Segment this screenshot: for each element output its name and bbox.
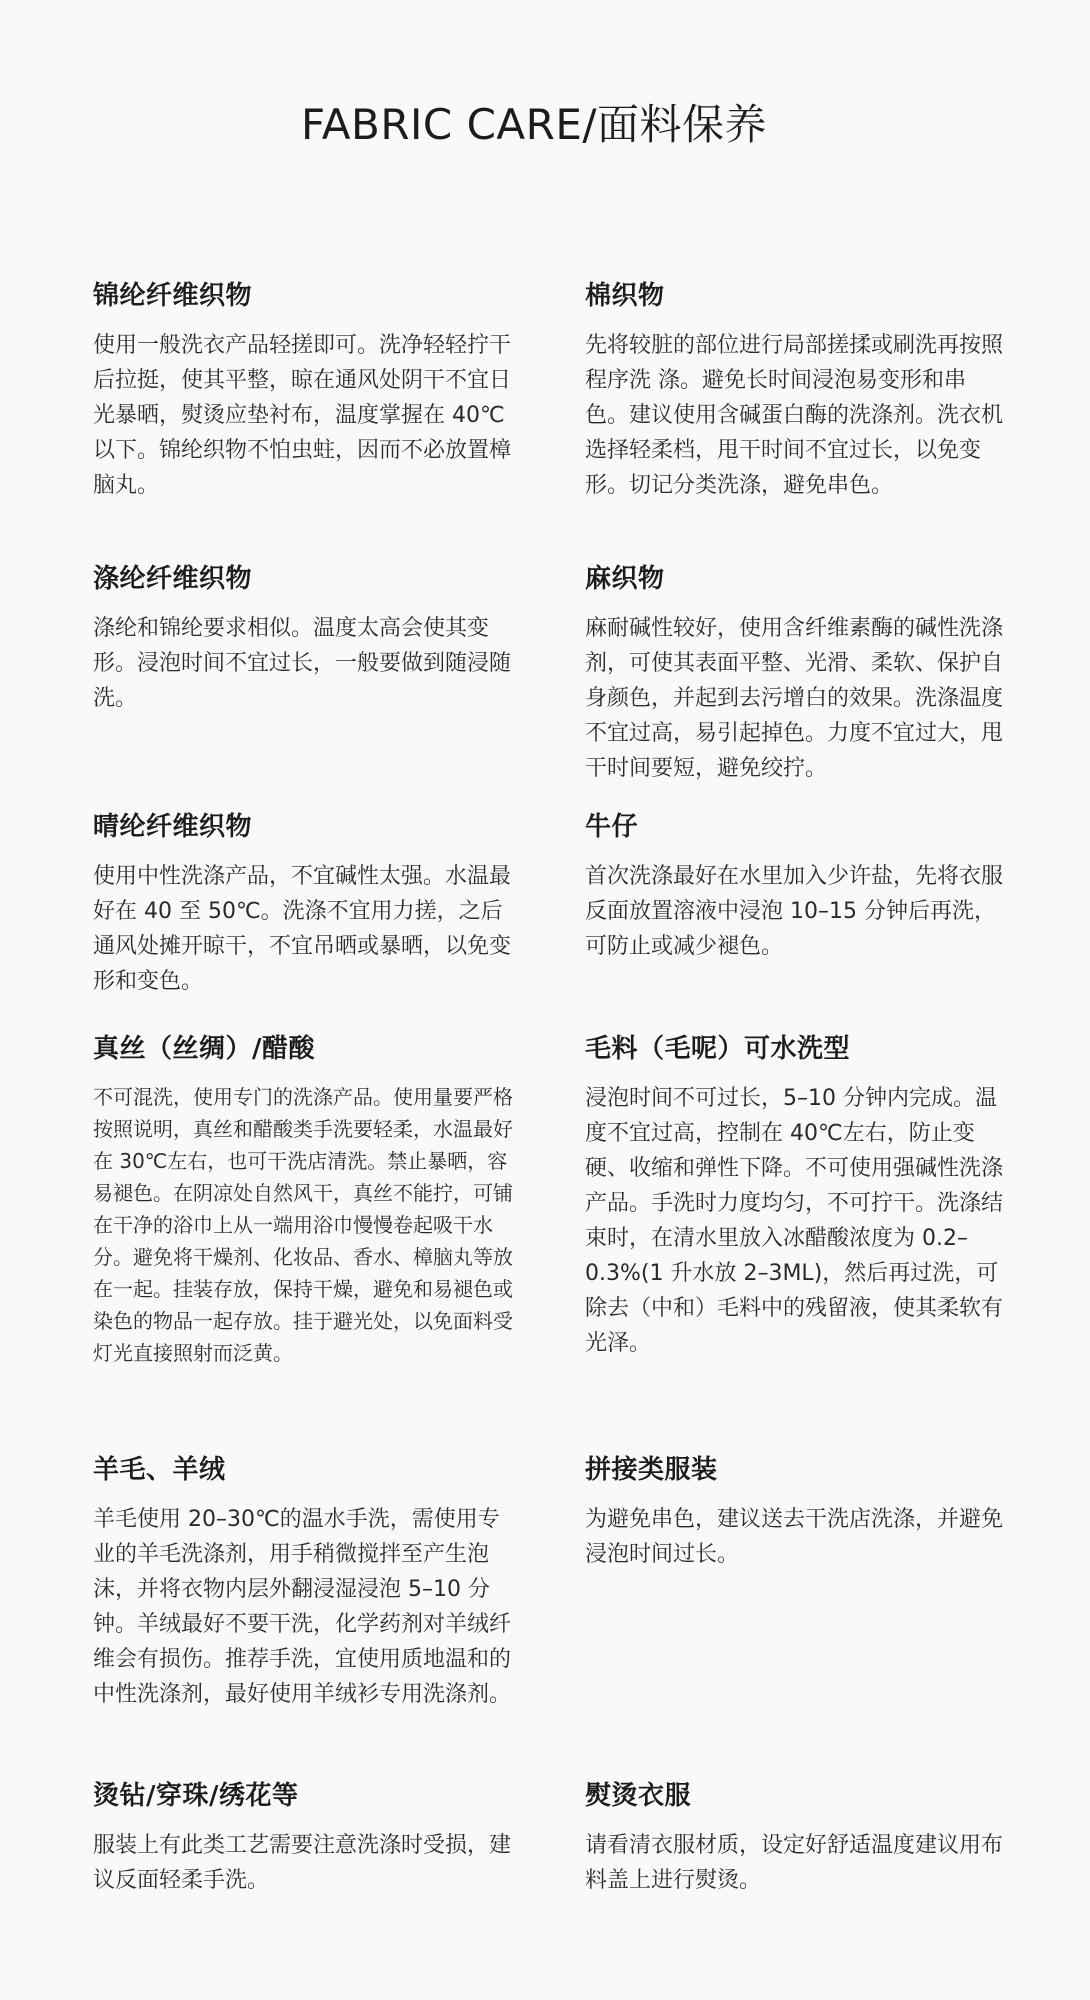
- section-text: 使用中性洗涤产品，不宜碱性太强。水温最好在 40 至 50℃。洗涤不宜用力搓，之后通风处摊开晾干，不宜吊晒或暴晒，以免变形和变色。: [93, 864, 512, 994]
- section-heading: 烫钻/穿珠/绣花等: [93, 1781, 299, 1811]
- care-section-polyester: [93, 561, 513, 716]
- care-section-linen: [585, 561, 1005, 786]
- section-heading: 拼接类服装: [585, 1455, 718, 1485]
- section-text: 不可混洗，使用专门的洗涤产品。使用量要严格按照说明，真丝和醋酸类手洗要轻柔，水温最好在 30℃左右，也可干洗店清洗。禁止暴晒，容易褪色。在阴凉处自然风干，真丝不能拧，可铺在干净的浴巾上从一端用浴巾慢慢卷起吸干水分。避免将干燥剂、化妆品、香水、樟脑丸等放在一起。挂装存放，保持干燥，避免和易褪色或染色的物品一起存放。挂于避光处，以免面料受灯光直接照射而泛黄。: [93, 1085, 513, 1365]
- section-text: 使用一般洗衣产品轻搓即可。洗净轻轻拧干后拉挺，使其平整，晾在通风处阴干不宜日光暴晒，熨烫应垫衬布，温度掌握在 40℃以下。锦纶织物不怕虫蛀，因而不必放置樟脑丸。: [93, 333, 512, 498]
- section-heading: 棉织物: [585, 281, 665, 311]
- section-heading: 毛料（毛呢）可水洗型: [585, 1034, 851, 1064]
- section-text: 先将较脏的部位进行局部搓揉或刷洗再按照程序洗 涤。避免长时间浸泡易变形和串色。建议使用含碱蛋白酶的洗涤剂。洗衣机选择轻柔档，甩干时间不宜过长，以免变形。切记分类洗涤，避免串色。: [585, 333, 1004, 498]
- section-heading: 涤纶纤维织物: [93, 564, 253, 594]
- section-heading: 真丝（丝绸）/醋酸: [93, 1034, 315, 1064]
- section-text: 麻耐碱性较好，使用含纤维素酶的碱性洗涤剂，可使其表面平整、光滑、柔软、保护自身颜色，并起到去污增白的效果。洗涤温度不宜过高，易引起掉色。力度不宜过大，甩干时间要短，避免绞拧。: [585, 616, 1004, 781]
- page-title: FABRIC CARE/面料保养: [300, 100, 768, 149]
- section-text: 首次洗涤最好在水里加入少许盐，先将衣服反面放置溶液中浸泡 10–15 分钟后再洗，可防止或减少褪色。: [585, 864, 1004, 959]
- section-text: 为避免串色，建议送去干洗店洗涤，并避免浸泡时间过长。: [585, 1507, 1004, 1567]
- section-text: 服装上有此类工艺需要注意洗涤时受损，建议反面轻柔手洗。: [93, 1833, 512, 1893]
- section-text: 浸泡时间不可过长，5–10 分钟内完成。温度不宜过高，控制在 40℃左右，防止变硬、收缩和弹性下降。不可使用强碱性洗涤产品。手洗时力度均匀，不可拧干。洗涤结束时，在清水里放入冰醋酸浓度为 0.2–0.3%(1 升水放 2–3ML)，然后再过洗，可除去（中和）毛料中的残留液，使其柔软有光泽。: [585, 1086, 1004, 1356]
- section-heading: 熨烫衣服: [585, 1781, 692, 1811]
- care-section-wool-cashmere: [93, 1452, 513, 1712]
- care-section-embellishment: [93, 1778, 513, 1898]
- care-section-acrylic: [93, 809, 513, 999]
- section-heading: 麻织物: [585, 564, 665, 594]
- section-heading: 锦纶纤维织物: [93, 281, 253, 311]
- section-text: 请看清衣服材质，设定好舒适温度建议用布料盖上进行熨烫。: [585, 1833, 1004, 1893]
- care-section-nylon: [93, 278, 513, 503]
- care-section-ironing: [585, 1778, 1005, 1898]
- care-section-denim: [585, 809, 1005, 964]
- care-section-silk: [93, 1031, 513, 1369]
- section-text: 羊毛使用 20–30℃的温水手洗，需使用专业的羊毛洗涤剂，用手稍微搅拌至产生泡沫，并将衣物内层外翻浸湿浸泡 5–10 分钟。羊绒最好不要干洗，化学药剂对羊绒纤维会有损伤。推荐手洗，宜使用质地温和的中性洗涤剂，最好使用羊绒衫专用洗涤剂。: [93, 1507, 512, 1707]
- section-heading: 牛仔: [585, 812, 639, 842]
- section-heading: 晴纶纤维织物: [93, 812, 253, 842]
- care-section-cotton: [585, 278, 1005, 503]
- section-text: 涤纶和锦纶要求相似。温度太高会使其变形。浸泡时间不宜过长，一般要做到随浸随洗。: [93, 616, 512, 711]
- section-heading: 羊毛、羊绒: [93, 1455, 226, 1485]
- care-section-patchwork: [585, 1452, 1005, 1572]
- care-section-wool-washable: [585, 1031, 1005, 1361]
